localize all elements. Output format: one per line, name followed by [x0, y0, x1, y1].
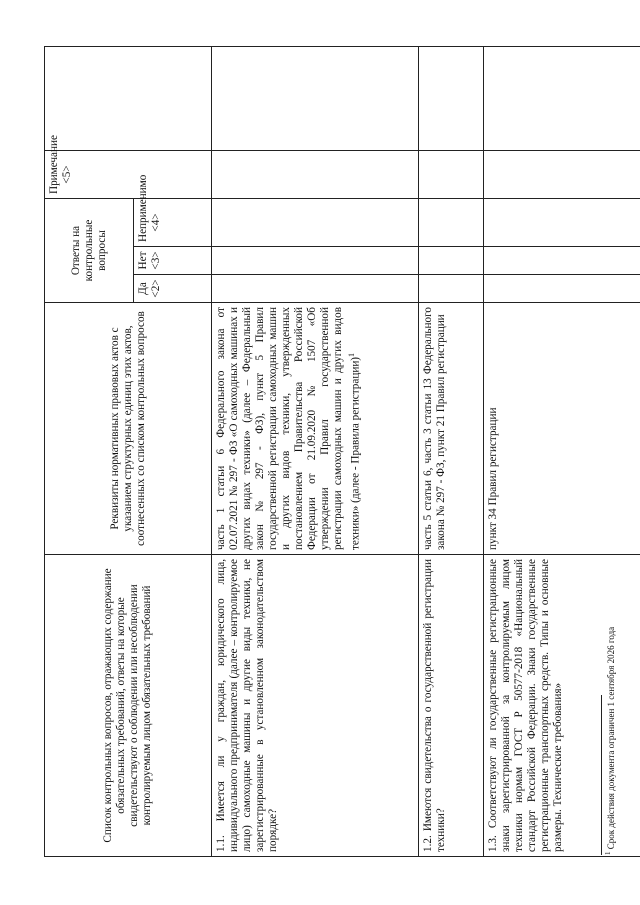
header-answers: Ответы на контрольные вопросы — [45, 199, 134, 303]
row-yes — [212, 275, 419, 303]
row-question: 1.1. Имеется ли у граждан, юридического лица, индивидуального предпринимателя (далее – контролируемое лицо) самоходные машины и другие виды техники, не зарегистрированные в установленном законодательством порядке? — [212, 555, 419, 857]
header-row — [45, 47, 134, 857]
row-na — [212, 199, 419, 247]
row-yes — [484, 275, 640, 303]
header-questions: Список контрольных вопросов, отражающих содержание обязательных требований, ответы на которые свидетельствуют о соблюдении или несоблюдении контролируемым лицом обязательных требований — [45, 555, 212, 857]
footnote-divider — [601, 695, 602, 855]
table-row — [419, 47, 484, 857]
row-na — [419, 199, 484, 247]
header-yes: Да <2> — [134, 275, 212, 303]
row-na — [484, 199, 640, 247]
header-note: Примечание <5> — [45, 151, 212, 199]
row-empty — [419, 47, 484, 151]
row-note — [212, 151, 419, 199]
row-no — [419, 247, 484, 275]
table-row — [212, 47, 419, 857]
row-question: 1.3. Соответствуют ли государственные регистрационные знаки зарегистрированной за контролируемым лицом техники нормам ГОСТ Р 50577-2018 «Национальный стандарт Российской Федерации. Знаки государственные регистрационные транспортных средств. Типы и основные размеры. Технические требования» — [484, 555, 640, 857]
row-note — [419, 151, 484, 199]
row-empty — [484, 47, 640, 151]
row-requisites: пункт 34 Правил регистрации — [484, 303, 640, 555]
row-yes — [419, 275, 484, 303]
checklist-table — [44, 46, 640, 857]
row-question: 1.2. Имеются свидетельства о государственной регистрации техники? — [419, 555, 484, 857]
row-no — [212, 247, 419, 275]
row-requisites: часть 1 статьи 6 Федерального закона от 02.07.2021 № 297 - ФЗ «О самоходных машинах и других видах техники» (далее – Федеральный закон № 297 - ФЗ), пункт 5 Правил государственной регистрации самоходных машин и других видов техники, утвержденных постановлением Правительства Российской Федерации от 21.09.2020 № 1507 «Об утверждении Правил государственной регистрации самоходных машин и других видов техники» (далее - Правила регистрации)$^1$ — [212, 303, 419, 555]
row-no — [484, 247, 640, 275]
header-empty — [45, 47, 212, 151]
row-requisites: часть 5 статьи 6, часть 3 статьи 13 Федерального закона № 297 - ФЗ, пункт 21 Правил регистрации — [419, 303, 484, 555]
header-requisites: Реквизиты нормативных правовых актов с указанием структурных единиц этих актов, соотнесенных со списком контрольных вопросов — [45, 303, 212, 555]
header-na: Неприменимо <4> — [134, 199, 212, 247]
row-note — [484, 151, 640, 199]
header-no: Нет <3> — [134, 247, 212, 275]
row-empty — [212, 47, 419, 151]
footnote: $^1$ Срок действия документа ограничен 1 сентября 2026 года — [604, 626, 616, 855]
